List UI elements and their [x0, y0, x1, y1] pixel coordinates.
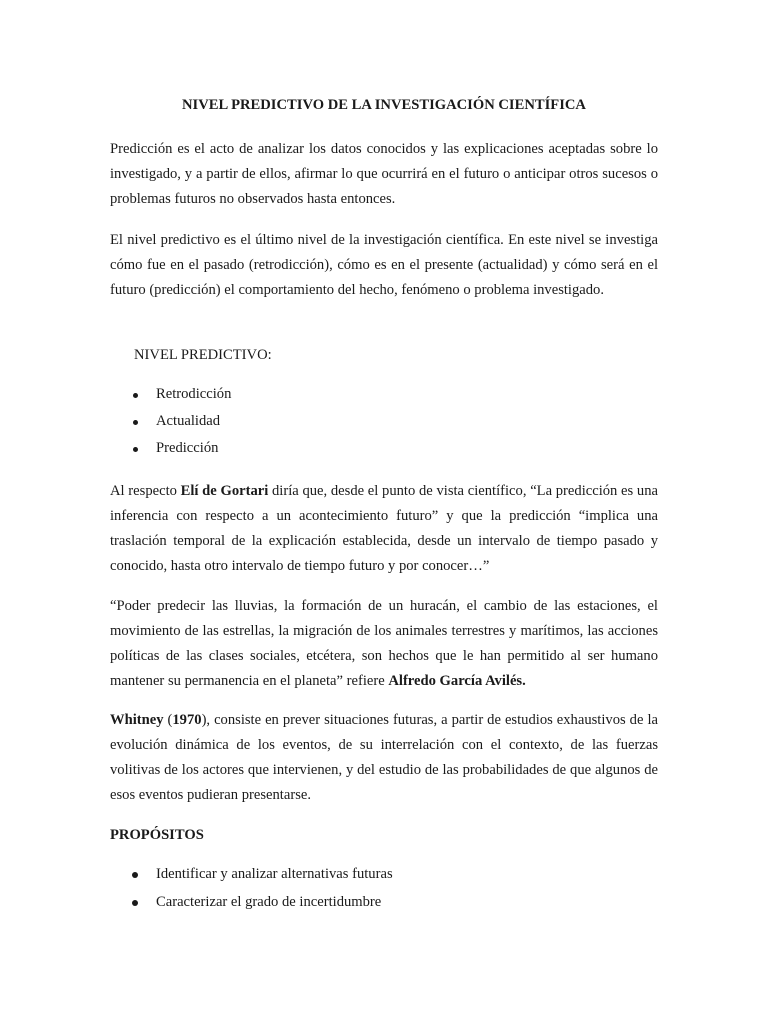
- paragraph-gortari-quote: Al respecto Elí de Gortari diría que, desde el punto de vista científico, “La predicción es una inferencia con respecto a un acontecimiento futuro” y que la predicción “implica una traslación temporal de la explicación establecida, desde un intervalo de tiempo pasado y conocido, hasta otro intervalo de tiempo futuro y por conocer…”: [110, 483, 658, 574]
- levels-list: [110, 381, 658, 462]
- author-year: 1970: [172, 712, 202, 728]
- list-item: Identificar y analizar alternativas futuras: [110, 861, 658, 889]
- bullet-icon: [132, 900, 138, 906]
- list-item: Caracterizar el grado de incertidumbre: [110, 889, 658, 917]
- purposes-heading: PROPÓSITOS: [110, 827, 204, 843]
- bullet-icon: [133, 420, 138, 425]
- bullet-icon: [133, 447, 138, 452]
- list-item: Retrodicción: [110, 381, 658, 408]
- levels-heading: NIVEL PREDICTIVO:: [134, 347, 272, 363]
- bullet-icon: [133, 393, 138, 398]
- paragraph-garcia-quote: “Poder predecir las lluvias, la formación de un huracán, el cambio de las estaciones, el movimiento de las estrellas, la migración de los animales terrestres y marítimos, las acciones políticas de las clases sociales, etcétera, son hechos que le han permitido al ser humano mantener su permanencia en el planeta” refiere Alfredo García Avilés.: [110, 598, 658, 689]
- author-name: Elí de Gortari: [180, 483, 269, 499]
- paragraph-prediction-definition: Predicción es el acto de analizar los datos conocidos y las explicaciones aceptadas sobre lo investigado, y a partir de ellos, afirmar lo que ocurrirá en el futuro o anticipar otros sucesos o problemas futuros no observados hasta entonces.: [110, 141, 658, 207]
- document-title: NIVEL PREDICTIVO DE LA INVESTIGACIÓN CIENTÍFICA: [182, 97, 586, 113]
- list-item: Actualidad: [110, 408, 658, 435]
- list-item: Predicción: [110, 435, 658, 462]
- paragraph-predictive-level: El nivel predictivo es el último nivel de la investigación científica. En este nivel se investiga cómo fue en el pasado (retrodicción), cómo es en el presente (actualidad) y cómo será en el futuro (predicción) el comportamiento del hecho, fenómeno o problema investigado.: [110, 232, 658, 298]
- bullet-icon: [132, 872, 138, 878]
- author-name: Alfredo García Avilés.: [388, 673, 526, 689]
- author-name: Whitney: [110, 712, 164, 728]
- purposes-list: [110, 861, 658, 916]
- paragraph-whitney: Whitney (1970), consiste en prever situaciones futuras, a partir de estudios exhaustivos de la evolución dinámica de los eventos, de su interrelación con el contexto, de las fuerzas volitivas de los actores que intervienen, y del estudio de las probabilidades de que algunos de esos eventos pudieran presentarse.: [110, 712, 658, 803]
